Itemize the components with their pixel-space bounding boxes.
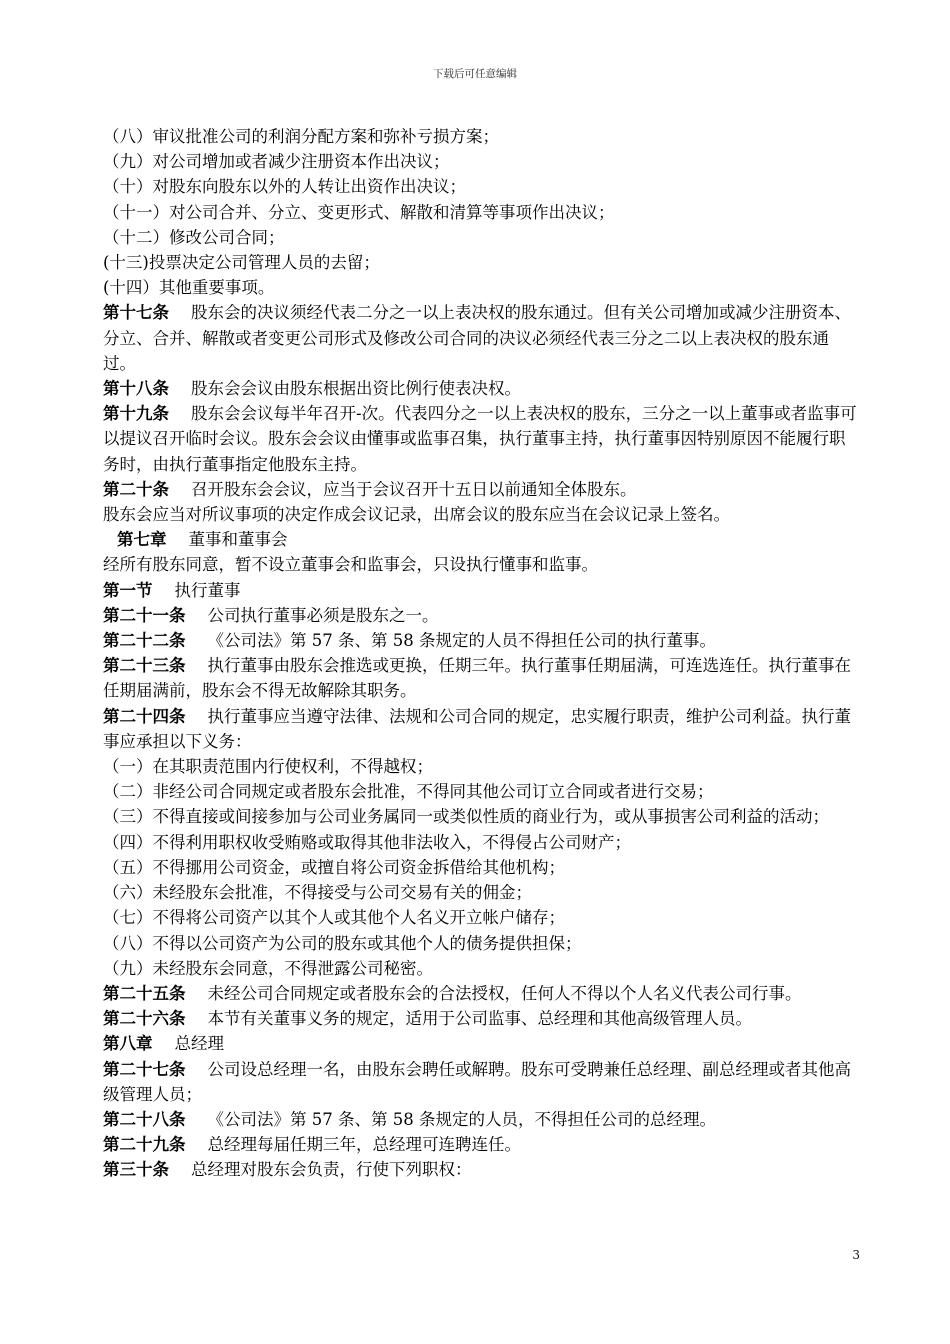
paragraph-text: (十三)投票决定公司管理人员的去留； [103,253,380,273]
paragraph-text: （三）不得直接或间接参加与公司业务属同一或类似性质的商业行为，或从事损害公司利益的活动； [103,807,829,827]
article-paragraph [103,1031,860,1056]
article-paragraph [103,578,860,603]
article-label: 第二十条 [103,479,169,499]
paragraph-text: 召开股东会会议，应当于会议召开十五日以前通知全体股东。 [191,479,637,499]
list-item [103,124,860,149]
article-label: 第一节 [103,580,153,600]
list-item [103,855,860,880]
paragraph-text: 公司设总经理一名，由股东会聘任或解聘。股东可受聘兼任总经理、副总经理或者其他高级管理人员； [103,1059,851,1104]
paragraph-text: (十四）其他重要事项。 [103,278,275,298]
article-paragraph [103,401,860,477]
article-label: 第二十三条 [103,656,186,676]
article-paragraph [103,300,860,376]
article-label: 第七章 [117,530,167,550]
article-label: 第三十条 [103,1160,169,1180]
paragraph-text: （七）不得将公司资产以其个人或其他个人名义开立帐户储存； [103,908,565,928]
paragraph-text: （九）对公司增加或者减少注册资本作出决议； [103,152,450,172]
article-label: 第八章 [103,1034,153,1054]
paragraph-text: 股东会应当对所议事项的决定作成会议记录，出席会议的股东应当在会议记录上签名。 [103,505,730,525]
article-paragraph [103,1157,860,1182]
article-paragraph [103,1132,860,1157]
list-item [103,754,860,779]
article-paragraph [103,603,860,628]
article-paragraph [103,1006,860,1031]
article-label: 第二十一条 [103,605,186,625]
article-paragraph [103,1107,860,1132]
list-item [103,275,860,300]
list-item [103,880,860,905]
paragraph-text: 股东会的决议须经代表二分之一以上表决权的股东通过。但有关公司增加或减少注册资本、分立、合并、解散或者变更公司形式及修改公司合同的决议必须经代表三分之二以上表决权的股东通过。 [103,303,851,373]
paragraph-text: （八）不得以公司资产为公司的股东或其他个人的债务提供担保； [103,933,582,953]
list-item [103,149,860,174]
list-item [103,779,860,804]
paragraph-text: 执行董事应当遵守法律、法规和公司合同的规定，忠实履行职责，维护公司利益。执行董事应承担以下义务： [103,706,851,751]
list-item [103,905,860,930]
article-paragraph [103,477,860,502]
list-item [103,931,860,956]
list-item [103,225,860,250]
paragraph-text: （五）不得挪用公司资金，或擅自将公司资金拆借给其他机构； [103,857,565,877]
article-paragraph [103,1057,860,1107]
paragraph-text: （四）不得利用职权收受贿赂或取得其他非法收入，不得侵占公司财产； [103,832,631,852]
paragraph-text: 股东会会议每半年召开-次。代表四分之一以上表决权的股东，三分之一以上董事或者监事可以提议召开临时会议。股东会会议由懂事或监事召集，执行董事主持，执行董事因特别原因不能履行职务时，由执行董事指定他股东主持。 [103,404,857,474]
paragraph-text: （六）未经股东会批准，不得接受与公司交易有关的佣金； [103,883,532,903]
article-label: 第二十七条 [103,1059,186,1079]
paragraph-text: 执行董事由股东会推选或更换，任期三年。执行董事任期届满，可连选连任。执行董事在任期届满前，股东会不得无故解除其职务。 [103,656,851,701]
paragraph-text: 《公司法》第 57 条、第 58 条规定的人员不得担任公司的执行董事。 [207,631,716,651]
paragraph-text: （二）非经公司合同规定或者股东会批准，不得同其他公司订立合同或者进行交易； [103,782,714,802]
paragraph-text: 《公司法》第 57 条、第 58 条规定的人员，不得担任公司的总经理。 [207,1109,716,1129]
paragraph-text: 执行董事 [174,580,241,600]
paragraph-text: 总经理 [174,1034,224,1054]
article-label: 第十七条 [103,303,169,323]
paragraph-text: 本节有关董事义务的规定，适用于公司监事、总经理和其他高级管理人员。 [207,1009,752,1029]
paragraph-text: 股东会会议由股东根据出资比例行使表决权。 [191,379,521,399]
paragraph-text: （十一）对公司合并、分立、变更形式、解散和清算等事项作出决议； [103,202,615,222]
paragraph-text: 总经理对股东会负责，行使下列职权： [191,1160,472,1180]
article-label: 第二十四条 [103,706,186,726]
paragraph-text: （九）未经股东会同意，不得泄露公司秘密。 [103,958,433,978]
list-item [103,552,860,577]
paragraph-text: 经所有股东同意，暂不设立董事会和监事会，只设执行懂事和监事。 [103,555,598,575]
paragraph-text: （十二）修改公司合同； [103,227,285,247]
article-paragraph [103,628,860,653]
page-number: 3 [852,1248,860,1262]
article-label: 第二十六条 [103,1009,186,1029]
article-paragraph [103,653,860,703]
paragraph-text: （一）在其职责范围内行使权利，不得越权； [103,757,433,777]
paragraph-text: 未经公司合同规定或者股东会的合法授权，任何人不得以个人名义代表公司行事。 [207,983,802,1003]
article-paragraph [103,704,860,754]
list-item [103,200,860,225]
article-paragraph [103,376,860,401]
list-item [103,830,860,855]
list-item [103,956,860,981]
article-label: 第二十八条 [103,1109,186,1129]
article-label: 第十八条 [103,379,169,399]
page-header: 下载后可任意编辑 [433,68,517,80]
paragraph-text: 公司执行董事必须是股东之一。 [207,605,439,625]
paragraph-text: 总经理每届任期三年，总经理可连聘连任。 [207,1135,521,1155]
list-item [103,502,860,527]
paragraph-text: 董事和董事会 [188,530,288,550]
article-label: 第二十九条 [103,1135,186,1155]
article-label: 第十九条 [103,404,169,424]
list-item [103,804,860,829]
list-item [103,250,860,275]
article-paragraph [103,981,860,1006]
list-item [103,174,860,199]
article-paragraph [103,527,860,552]
article-label: 第二十二条 [103,631,186,651]
article-label: 第二十五条 [103,983,186,1003]
paragraph-text: （十）对股东向股东以外的人转让出资作出决议； [103,177,466,197]
paragraph-text: （八）审议批准公司的利润分配方案和弥补亏损方案； [103,127,499,146]
document-body [103,124,860,1183]
